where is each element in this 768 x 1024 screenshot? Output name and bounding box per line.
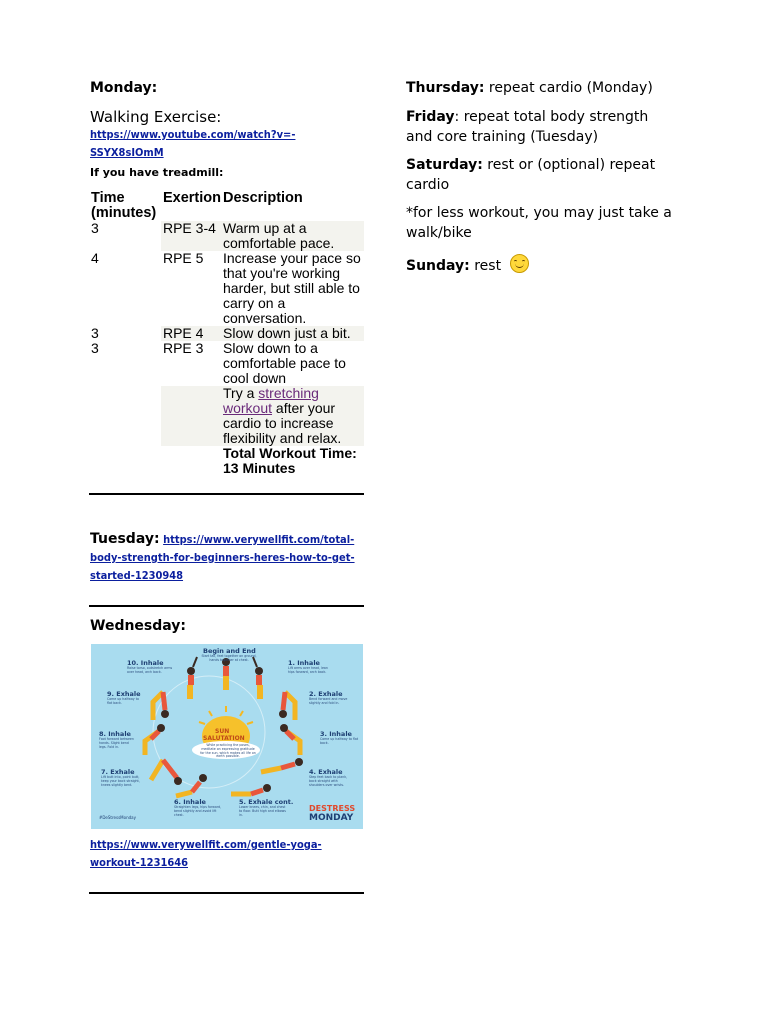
step-text: Foot forward between hands. Slight bend legs. Fold in.	[99, 737, 134, 749]
step-text: Come up halfway to flat back.	[107, 697, 139, 705]
step-text: Step feet back to plank, back straight with shoulders over wrists.	[309, 775, 348, 787]
sunday-label: Sunday:	[406, 258, 470, 274]
sun-salutation-infographic	[91, 644, 363, 829]
center-title-1: SUN	[215, 728, 230, 735]
walking-link-line2[interactable]: SSYX8sIOmM	[90, 146, 164, 159]
step-text: Raise torso, outstretch arms over head, arch back.	[127, 666, 173, 674]
brand-line-1: DESTRESS	[309, 804, 356, 813]
note-line: *for less workout, you may just take a walk/bike	[406, 205, 672, 241]
tuesday-link-line3[interactable]: started-1230948	[90, 569, 184, 582]
tuesday-link-line1[interactable]: https://www.verywellfit.com/total-	[163, 533, 355, 546]
step-text: Lift arms over head, lean hips forward, arch back.	[288, 666, 328, 674]
table-header-row	[89, 190, 364, 221]
header-description: Description	[223, 190, 303, 206]
stretch-pre: Try a	[223, 385, 259, 401]
step-label: 5. Exhale cont.	[239, 798, 294, 806]
step-label: 9. Exhale	[107, 690, 141, 698]
step-label: 1. Inhale	[288, 659, 320, 667]
wednesday-heading: Wednesday:	[90, 618, 187, 634]
hashtag: #DeStressMonday	[99, 815, 136, 820]
tuesday-link-line2[interactable]: body-strength-for-beginners-heres-how-to-get-	[90, 551, 355, 564]
center-title-2: SALUTATION	[203, 735, 245, 742]
cell-exertion: RPE 3-4	[161, 221, 221, 251]
tuesday-heading: Tuesday:	[90, 531, 160, 547]
cell-stretch-note	[221, 386, 364, 446]
thursday-label: Thursday:	[406, 80, 485, 96]
cell-time: 4	[91, 250, 99, 266]
table-row	[89, 341, 364, 386]
friday-line	[406, 107, 666, 147]
friday-label: Friday	[406, 109, 455, 125]
smiley-face-icon	[510, 254, 529, 273]
thursday-text: repeat cardio (Monday)	[484, 80, 653, 96]
table-row-stretch	[89, 386, 364, 446]
center-text: While practicing the poses, meditate on expressing gratitude for the sun, which makes all life on earth possible.	[200, 743, 256, 759]
cell-time: 3	[91, 340, 99, 356]
saturday-label: Saturday:	[406, 157, 483, 173]
top-title: Begin and End	[203, 647, 256, 655]
cell-empty	[89, 386, 161, 446]
cell-time: 3	[89, 326, 161, 341]
step-text: Straighten legs, hips forward, bend slightly and avoid lift chest.	[174, 805, 222, 817]
cell-empty	[89, 446, 161, 476]
brand-line-2: MONDAY	[309, 813, 354, 823]
monday-heading: Monday:	[90, 80, 158, 96]
cell-description: Increase your pace so that you're working harder, but still able to carry on a conversation.	[223, 250, 361, 326]
tuesday-section	[90, 530, 370, 585]
cell-exertion: RPE 3	[162, 340, 204, 356]
step-text: Come up halfway to flat back.	[320, 737, 359, 745]
divider-1	[89, 493, 364, 495]
top-text: Start tall, feet together on ground, hands together at chest.	[201, 654, 257, 662]
cell-description: Slow down to a comfortable pace to cool down	[223, 340, 346, 386]
wednesday-link-line1[interactable]: https://www.verywellfit.com/gentle-yoga-	[90, 838, 322, 851]
treadmill-label: If you have treadmill:	[90, 166, 224, 179]
table-row	[89, 221, 364, 251]
cell-empty	[161, 386, 221, 446]
cell-total: Total Workout Time: 13 Minutes	[223, 445, 357, 476]
table-row-total	[89, 446, 364, 476]
wednesday-link[interactable]	[90, 836, 322, 872]
stretch-post: after your cardio to increase flexibility and relax.	[223, 400, 342, 446]
cell-exertion: RPE 4	[161, 326, 221, 341]
step-label: 10. Inhale	[127, 659, 164, 667]
thursday-line	[406, 78, 706, 98]
friday-text: : repeat total body strength and core training (Tuesday)	[406, 109, 649, 145]
walking-link-line1[interactable]: https://www.youtube.com/watch?v=-	[90, 128, 296, 141]
table-row	[89, 251, 364, 326]
walking-link[interactable]	[90, 126, 295, 162]
step-label: 4. Exhale	[309, 768, 343, 776]
divider-3	[89, 892, 364, 894]
divider-2	[89, 605, 364, 607]
step-label: 6. Inhale	[174, 798, 206, 806]
cell-description: Warm up at a comfortable pace.	[221, 221, 364, 251]
step-label: 3. Inhale	[320, 730, 352, 738]
step-text: Lift butt into, point butt, keep your back straight, knees slightly bent.	[101, 775, 140, 787]
step-label: 7. Exhale	[101, 768, 135, 776]
header-exertion: Exertion	[162, 190, 221, 206]
step-text: Lower knees, chin, and chest to floor. Butt high and elbows in.	[239, 805, 286, 817]
cell-exertion: RPE 5	[162, 250, 204, 266]
step-text: Bend forward and move slightly and fold in.	[309, 697, 348, 705]
sunday-text: rest	[469, 258, 502, 274]
saturday-text: rest or (optional) repeat cardio	[406, 157, 656, 193]
walking-exercise-label: Walking Exercise:	[90, 108, 222, 126]
wednesday-link-line2[interactable]: workout-1231646	[90, 856, 188, 869]
treadmill-table	[89, 190, 364, 476]
sunday-line	[406, 254, 706, 276]
saturday-line	[406, 155, 666, 195]
step-label: 8. Inhale	[99, 730, 131, 738]
cell-description: Slow down just a bit.	[221, 326, 364, 341]
header-time: Time (minutes)	[91, 190, 157, 221]
stretching-workout-link[interactable]: stretching workout	[223, 385, 319, 416]
cell-time: 3	[89, 221, 161, 251]
cell-empty	[161, 446, 221, 476]
step-label: 2. Exhale	[309, 690, 343, 698]
table-row	[89, 326, 364, 341]
